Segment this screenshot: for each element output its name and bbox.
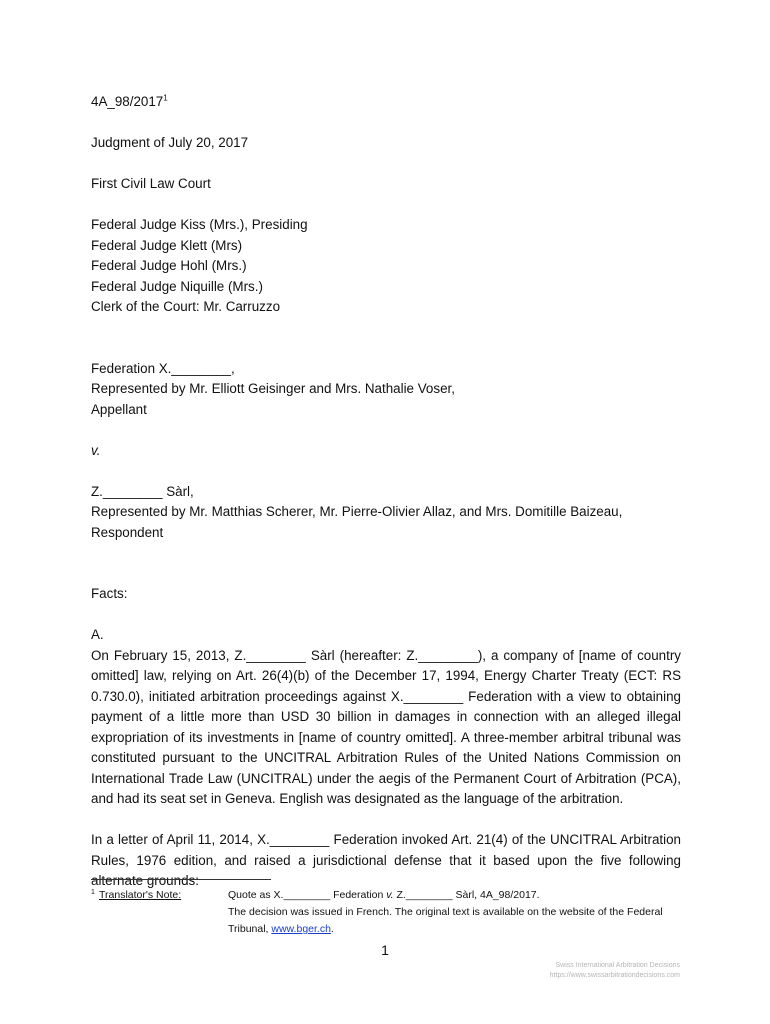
footnote-label: Translator's Note: xyxy=(99,889,182,901)
respondent-name: Z.________ Sàrl, xyxy=(91,483,194,499)
page-number: 1 xyxy=(381,942,389,958)
appellant-counsel: Represented by Mr. Elliott Geisinger and Mrs. Nathalie Voser, xyxy=(91,381,455,396)
respondent-role: Respondent xyxy=(91,524,164,540)
watermark-title: Swiss International Arbitration Decisions xyxy=(555,962,680,969)
case-number: 4A_98/2017$^1$ xyxy=(91,93,168,109)
appellant-role: Appellant xyxy=(91,401,147,417)
appellant-name: Federation X.________, xyxy=(91,360,235,376)
watermark-url: https://www.swissarbitrationdecisions.com xyxy=(549,972,680,979)
citation-line: Quote as X.________ Federation v. Z.________ Sàrl, 4A_98/2017. xyxy=(228,889,540,901)
court-name: First Civil Law Court xyxy=(91,176,211,191)
clerk-line: Clerk of the Court: Mr. Carruzzo xyxy=(91,299,281,314)
section-a-heading: A. xyxy=(91,627,104,642)
judge-line: Federal Judge Kiss (Mrs.), Presiding xyxy=(91,217,308,232)
bger-link[interactable]: www.bger.ch xyxy=(271,923,331,935)
judge-line: Federal Judge Hohl (Mrs.) xyxy=(91,258,247,273)
facts-paragraph: In a letter of April 11, 2014, X.________ Federation invoked Art. 21(4) of the UNCITRAL Arbitration Rules, 1976 edition, and raised a jurisdictional defense that it based upon the five following alternate grounds: xyxy=(91,832,681,888)
judge-line: Federal Judge Klett (Mrs) xyxy=(91,237,243,253)
judge-line: Federal Judge Niquille (Mrs.) xyxy=(91,278,263,294)
source-note: The decision was issued in French. The original text is available on the website of the Federal Tribunal, www.bger.ch. xyxy=(228,906,663,935)
footnote-body xyxy=(228,887,668,938)
document-body xyxy=(91,92,681,892)
versus: v. xyxy=(91,442,101,458)
facts-heading: Facts: xyxy=(91,586,128,601)
judgment-date: Judgment of July 20, 2017 xyxy=(91,135,249,150)
footnote-divider xyxy=(91,879,271,880)
facts-paragraph: On February 15, 2013, Z.________ Sàrl (hereafter: Z.________), a company of [name of country omitted] law, relying on Art. 26(4)(b) of the December 17, 1994, Energy Charter Treaty (ECT: RS 0.730.0), initiated arbitration proceedings against X.________ Federation with a view to obtaining payment of a little more than USD 30 billion in damages in connection with an alleged illegal expropriation of its investments in [name of country omitted]. A three-member arbitral tribunal was constituted pursuant to the UNCITRAL Arbitration Rules of the United Nations Commission on International Trade Law (UNCITRAL) under the aegis of the Permanent Court of Arbitration (PCA), and had its seat set in Geneva. English was designated as the language of the arbitration. xyxy=(91,647,681,806)
respondent-counsel: Represented by Mr. Matthias Scherer, Mr. Pierre-Olivier Allaz, and Mrs. Domitille Baizeau, xyxy=(91,504,623,519)
footnote-marker: 1 xyxy=(91,889,95,896)
watermark xyxy=(550,961,680,981)
footnote-reference[interactable]: 1 xyxy=(163,93,168,103)
